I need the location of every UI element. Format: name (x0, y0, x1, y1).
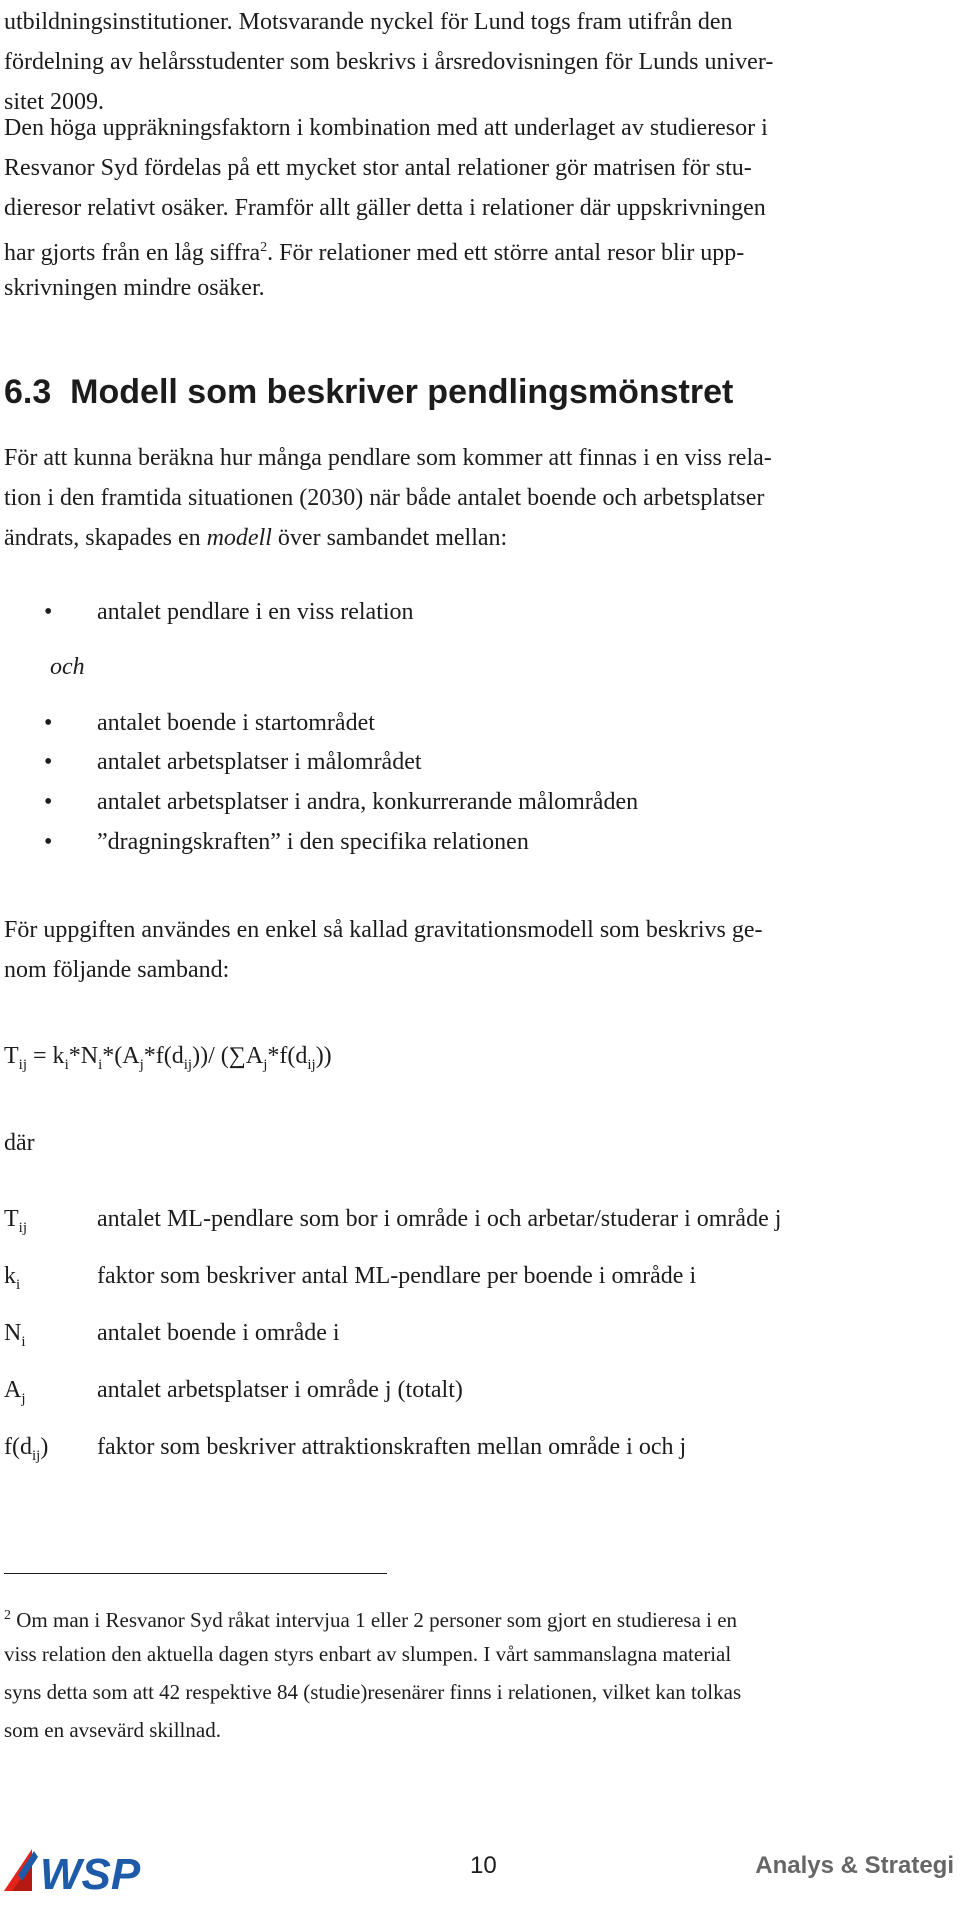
formula-part: *f(d (143, 1043, 184, 1069)
footnote-number: 2 (4, 1608, 11, 1623)
page-number: 10 (470, 1852, 497, 1879)
symbol-subscript: ij (31, 1447, 41, 1464)
text-line: Den höga uppräkningsfaktorn i kombination med att underlaget av studieresor i (4, 115, 768, 141)
uncertainty-paragraph (4, 108, 954, 308)
text-fragment: över sambandet mellan: (271, 525, 508, 551)
text-line: nom följande samband: (4, 957, 230, 983)
symbol-subscript: j (21, 1390, 26, 1407)
formula-part: )) (315, 1043, 332, 1069)
logo-wordmark: WSP (40, 1850, 141, 1895)
definition-description: antalet boende i område i (97, 1320, 340, 1346)
wsp-logo-graphic (4, 1845, 194, 1895)
bullet-marker: • (44, 749, 53, 775)
text-fragment: . För relationer med ett större antal resor blir upp- (267, 240, 745, 266)
formula-part: ))/ ( (192, 1043, 229, 1069)
text-fragment: har gjorts från en låg siffra (4, 240, 261, 266)
text-line: dieresor relativt osäker. Framför allt gäller detta i relationer där uppskrivningen (4, 195, 766, 221)
bullet-marker: • (44, 789, 53, 815)
gravity-model-formula (4, 1043, 332, 1074)
text-line (4, 228, 954, 268)
footnote-divider (4, 1573, 387, 1574)
text-line: För att kunna beräkna hur många pendlare som kommer att finnas i en viss rela- (4, 445, 772, 471)
bullet-item: antalet arbetsplatser i målområdet (97, 749, 422, 775)
model-intro-paragraph (4, 438, 954, 558)
text-line: Resvanor Syd fördelas på ett mycket stor antal relationer gör matrisen för stu- (4, 155, 752, 181)
formula-part: *N (68, 1043, 99, 1069)
formula-subscript: ij (18, 1056, 28, 1073)
definition-symbol (4, 1320, 26, 1351)
symbol-letter: A (4, 1377, 22, 1403)
section-heading (4, 373, 733, 412)
definition-symbol (4, 1377, 26, 1408)
text-line: syns detta som att 42 respektive 84 (studie)resenärer finns i relationen, vilket kan tolkas (4, 1680, 742, 1704)
bullet-marker: • (44, 829, 53, 855)
where-label: där (4, 1130, 35, 1156)
bullet-marker: • (44, 599, 53, 625)
text-line: viss relation den aktuella dagen styrs enbart av slumpen. I vårt sammanslagna material (4, 1642, 732, 1666)
text-line: sitet 2009. (4, 89, 104, 115)
definition-symbol (4, 1434, 48, 1465)
formula-subscript: ij (183, 1056, 193, 1073)
bullet-item: antalet pendlare i en viss relation (97, 599, 414, 625)
sum-symbol: ∑ (228, 1043, 246, 1069)
definition-description: faktor som beskriver attraktionskraften mellan område i och j (97, 1434, 687, 1460)
connector-word: och (50, 654, 85, 680)
bullet-marker: • (44, 710, 53, 736)
text-line (4, 518, 954, 558)
formula-part: *f(d (267, 1043, 308, 1069)
definition-symbol (4, 1206, 27, 1237)
definition-description: antalet arbetsplatser i område j (totalt) (97, 1377, 463, 1403)
symbol-subscript: i (21, 1333, 26, 1350)
definition-description: antalet ML-pendlare som bor i område i och arbetar/studerar i område j (97, 1206, 782, 1232)
intro-paragraph (4, 2, 954, 122)
definition-symbol (4, 1263, 20, 1294)
method-paragraph (4, 910, 954, 990)
symbol-letter: k (4, 1263, 16, 1289)
symbol-subscript: i (16, 1276, 21, 1293)
formula-subscript: ij (307, 1056, 316, 1073)
footnote-ref[interactable]: 2 (260, 240, 268, 255)
formula-part: = k (27, 1043, 65, 1069)
text-line: fördelning av helårsstudenter som beskrivs i årsredovisningen för Lunds univer- (4, 49, 774, 75)
wsp-logo (4, 1845, 194, 1895)
text-line: som en avsevärd skillnad. (4, 1718, 221, 1742)
symbol-letter: T (4, 1206, 19, 1232)
formula-part: A (245, 1043, 264, 1069)
formula-subscript: j (263, 1056, 268, 1073)
symbol-letter: N (4, 1320, 22, 1346)
bullet-item: antalet boende i startområdet (97, 710, 375, 736)
formula-subscript: i (98, 1056, 103, 1073)
footnote (4, 1597, 954, 1749)
formula-part: *(A (102, 1043, 140, 1069)
symbol-close: ) (40, 1434, 49, 1460)
text-line (4, 1597, 954, 1635)
formula-part: T (4, 1043, 19, 1069)
footer-brand: Analys & Strategi (755, 1852, 954, 1879)
italic-term: modell (206, 525, 272, 551)
text-line: För uppgiften användes en enkel så kallad gravitationsmodell som beskrivs ge- (4, 917, 763, 943)
bullet-item: antalet arbetsplatser i andra, konkurrerande målområden (97, 789, 639, 815)
text-line: tion i den framtida situationen (2030) när både antalet boende och arbetsplatser (4, 485, 765, 511)
formula-subscript: i (64, 1056, 69, 1073)
symbol-letter: f(d (4, 1434, 32, 1460)
text-line: utbildningsinstitutioner. Motsvarande nyckel för Lund togs fram utifrån den (4, 9, 733, 35)
definition-description: faktor som beskriver antal ML-pendlare per boende i område i (97, 1263, 697, 1289)
bullet-item: ”dragningskraften” i den specifika relationen (97, 829, 529, 855)
section-title: Modell som beskriver pendlingsmönstret (70, 373, 734, 411)
formula-subscript: j (139, 1056, 144, 1073)
text-fragment: ändrats, skapades en (4, 525, 207, 551)
symbol-subscript: ij (18, 1219, 28, 1236)
section-number: 6.3 (4, 373, 52, 411)
text-line: skrivningen mindre osäker. (4, 275, 265, 301)
text-fragment: Om man i Resvanor Syd råkat intervjua 1 eller 2 personer som gjort en studieresa i en (11, 1608, 738, 1632)
